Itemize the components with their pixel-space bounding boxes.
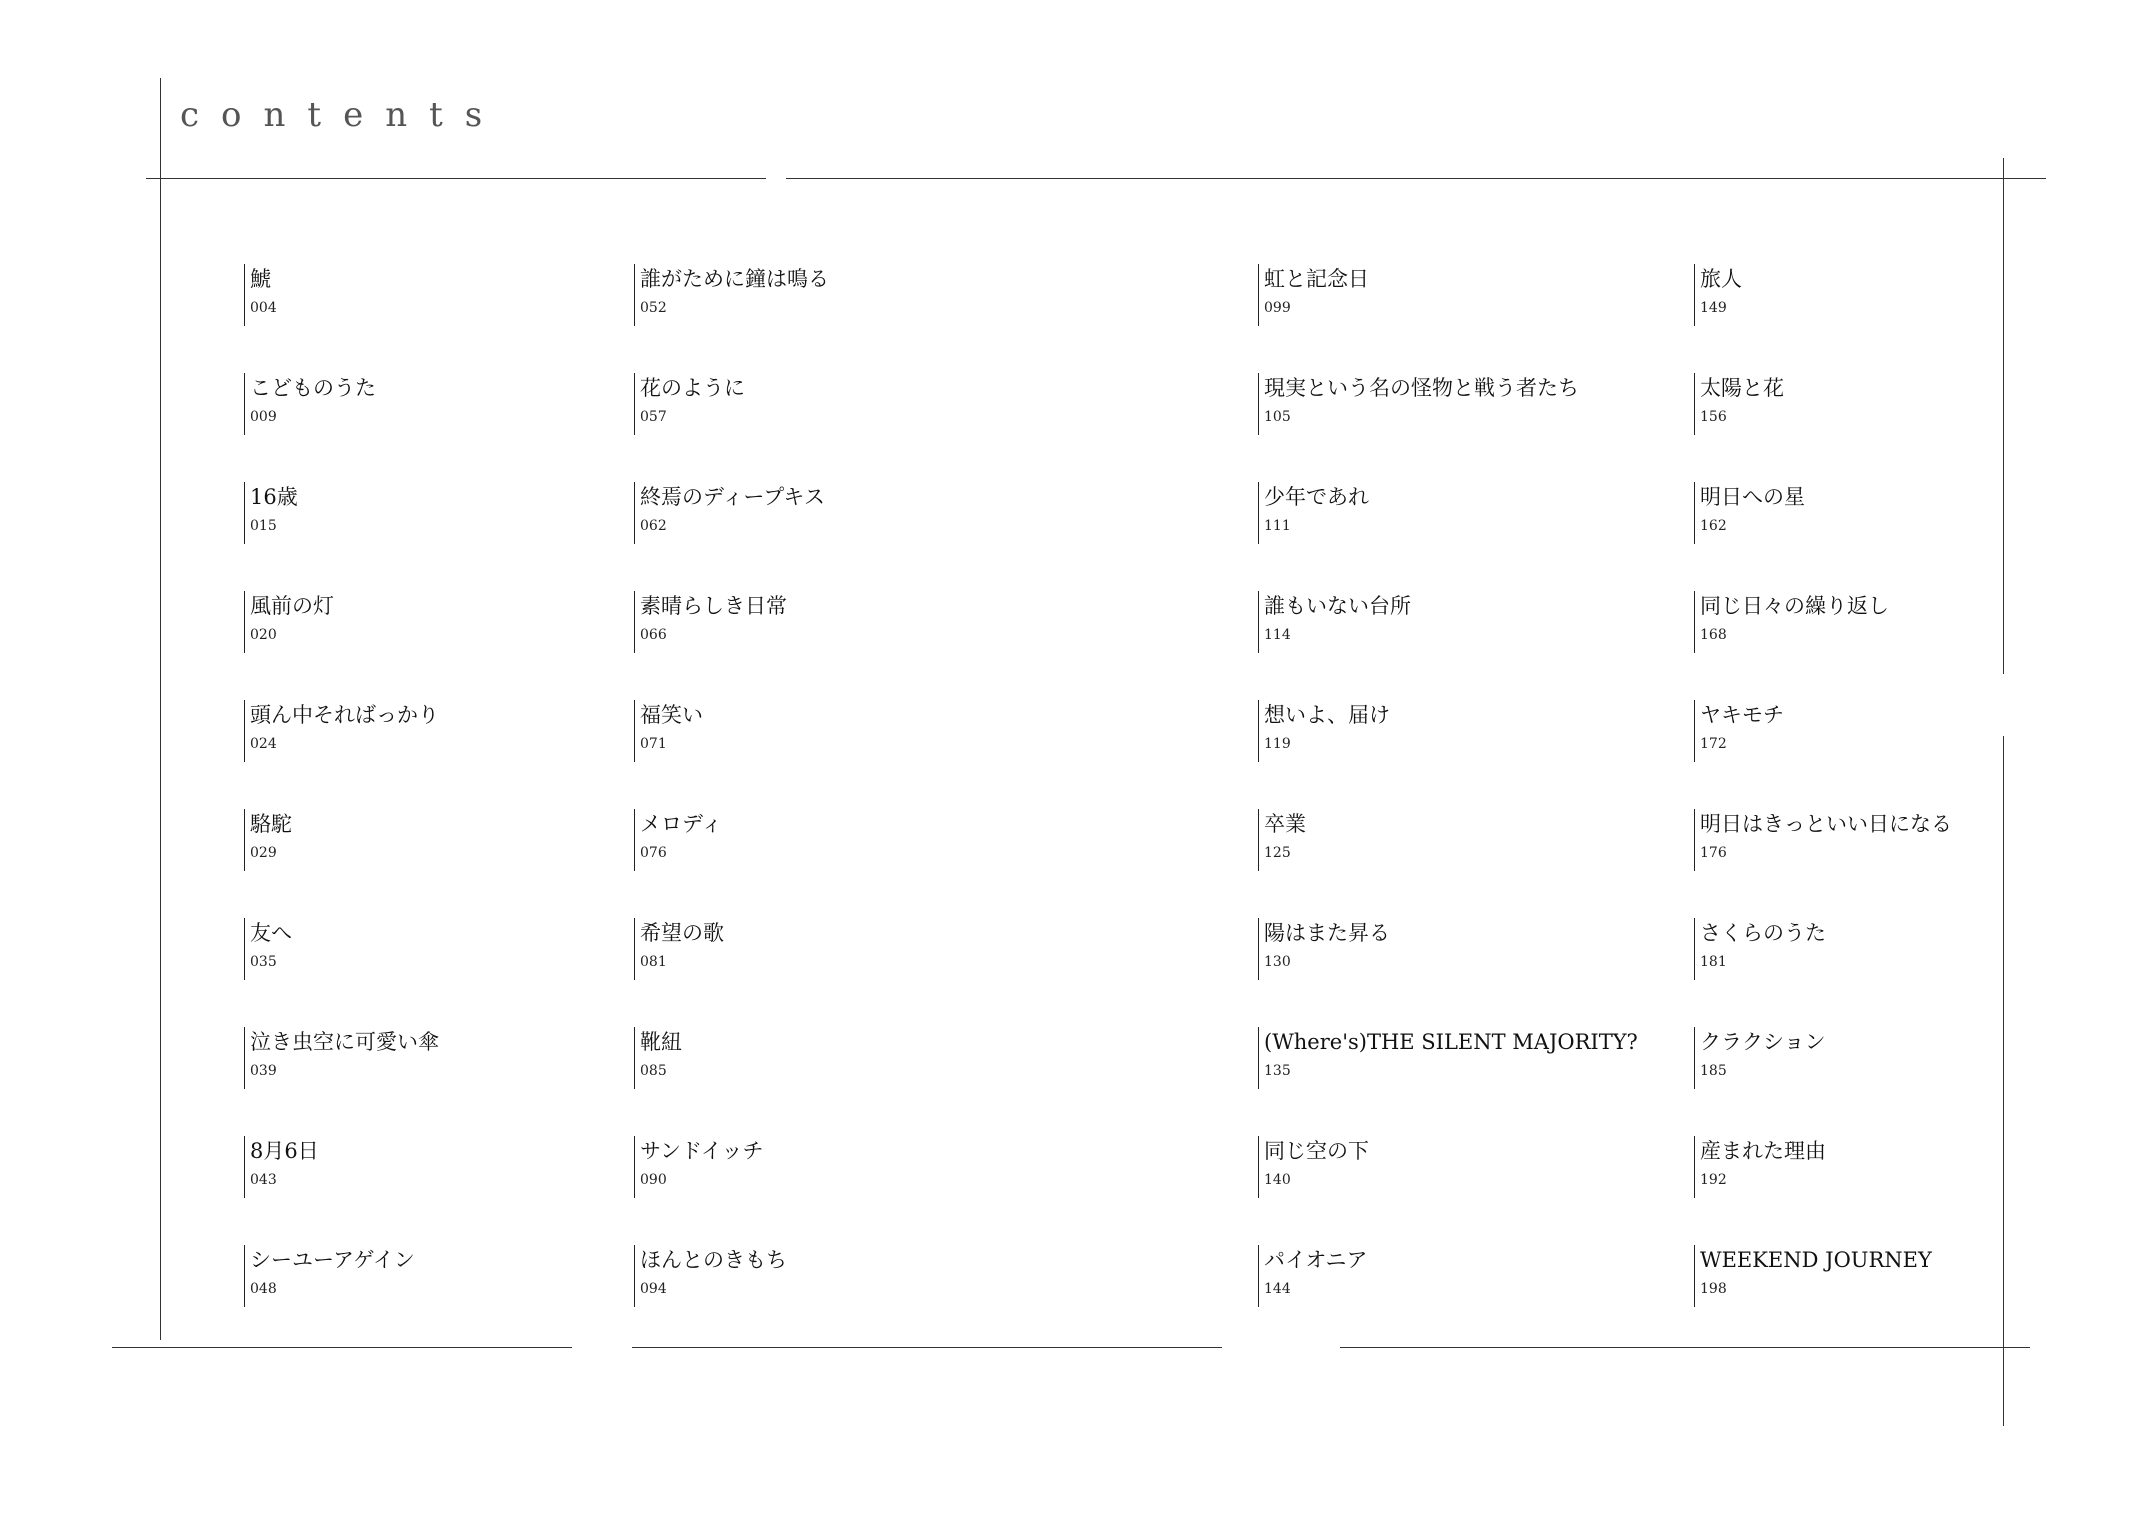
toc-entry-title: さくらのうた bbox=[1700, 921, 1826, 945]
toc-entry[interactable] bbox=[244, 264, 277, 326]
toc-entry-page-number: 081 bbox=[640, 954, 667, 970]
toc-entry-title: メロディ bbox=[640, 812, 723, 836]
toc-entry-page-number: 181 bbox=[1700, 954, 1727, 970]
toc-entry[interactable] bbox=[634, 918, 724, 980]
toc-entry-page-number: 119 bbox=[1264, 736, 1291, 752]
toc-entry-title: 産まれた理由 bbox=[1700, 1139, 1826, 1163]
toc-entry[interactable] bbox=[1694, 482, 1805, 544]
toc-entry-title: 終焉のディープキス bbox=[640, 485, 826, 509]
toc-entry[interactable] bbox=[1258, 591, 1411, 653]
toc-entry-page-number: 052 bbox=[640, 300, 667, 316]
toc-entry-title: 風前の灯 bbox=[250, 594, 334, 618]
toc-entry-title: 虹と記念日 bbox=[1264, 267, 1369, 291]
toc-entry[interactable] bbox=[634, 264, 829, 326]
toc-entry-page-number: 048 bbox=[250, 1281, 277, 1297]
toc-entry[interactable] bbox=[1694, 700, 1784, 762]
toc-entry-page-number: 071 bbox=[640, 736, 667, 752]
toc-entry-title: 卒業 bbox=[1264, 812, 1306, 836]
toc-entry[interactable] bbox=[634, 1136, 763, 1198]
toc-entry-title: 同じ日々の繰り返し bbox=[1700, 594, 1889, 618]
toc-entry[interactable] bbox=[1694, 591, 1889, 653]
toc-entry-page-number: 015 bbox=[250, 518, 277, 534]
toc-entry[interactable] bbox=[634, 700, 703, 762]
toc-entry-page-number: 144 bbox=[1264, 1281, 1291, 1297]
frame-right-rule-upper bbox=[2003, 158, 2004, 674]
toc-entry[interactable] bbox=[1258, 700, 1390, 762]
toc-entry[interactable] bbox=[634, 1245, 787, 1307]
toc-entry[interactable] bbox=[1694, 264, 1742, 326]
toc-entry[interactable] bbox=[244, 482, 298, 544]
toc-entry-title: 同じ空の下 bbox=[1264, 1139, 1369, 1163]
toc-entry-title: 誰がために鐘は鳴る bbox=[640, 267, 829, 291]
toc-entry-title: パイオニア bbox=[1264, 1248, 1368, 1272]
toc-entry-page-number: 099 bbox=[1264, 300, 1291, 316]
toc-entry-page-number: 140 bbox=[1264, 1172, 1291, 1188]
toc-entry-page-number: 135 bbox=[1264, 1063, 1291, 1079]
frame-right-rule-lower bbox=[2003, 736, 2004, 1426]
toc-entry-title: 明日への星 bbox=[1700, 485, 1805, 509]
toc-entry-page-number: 009 bbox=[250, 409, 277, 425]
frame-left-rule bbox=[160, 78, 161, 1340]
toc-entry-page-number: 039 bbox=[250, 1063, 277, 1079]
toc-entry-page-number: 125 bbox=[1264, 845, 1291, 861]
toc-entry[interactable] bbox=[1258, 918, 1390, 980]
toc-entry-title: 頭ん中そればっかり bbox=[250, 703, 439, 727]
toc-entry-page-number: 130 bbox=[1264, 954, 1291, 970]
toc-entry[interactable] bbox=[1258, 373, 1579, 435]
frame-bottom-rule-3 bbox=[1340, 1347, 2030, 1348]
toc-entry-page-number: 168 bbox=[1700, 627, 1727, 643]
toc-entry-title: 想いよ、届け bbox=[1264, 703, 1390, 727]
toc-entry[interactable] bbox=[1258, 1245, 1368, 1307]
toc-entry-title: 8月6日 bbox=[250, 1139, 319, 1163]
toc-entry-title: 現実という名の怪物と戦う者たち bbox=[1264, 376, 1579, 400]
toc-entry[interactable] bbox=[634, 809, 722, 871]
toc-entry-title: クラクション bbox=[1700, 1030, 1826, 1054]
toc-entry-page-number: 066 bbox=[640, 627, 667, 643]
toc-entry[interactable] bbox=[1258, 809, 1306, 871]
toc-entry-title: 16歳 bbox=[250, 485, 298, 509]
toc-entry-page-number: 085 bbox=[640, 1063, 667, 1079]
toc-entry[interactable] bbox=[1694, 373, 1784, 435]
frame-top-rule-right bbox=[786, 178, 2046, 179]
toc-entry-title: 素晴らしき日常 bbox=[640, 594, 787, 618]
toc-entry-title: 花のように bbox=[640, 376, 745, 400]
toc-entry[interactable] bbox=[244, 373, 376, 435]
toc-entry-title: 友へ bbox=[250, 921, 292, 945]
toc-entry[interactable] bbox=[1694, 809, 1952, 871]
frame-bottom-rule-1 bbox=[112, 1347, 572, 1348]
toc-entry[interactable] bbox=[244, 1136, 319, 1198]
toc-entry-page-number: 057 bbox=[640, 409, 667, 425]
toc-entry-page-number: 105 bbox=[1264, 409, 1291, 425]
toc-entry-page-number: 149 bbox=[1700, 300, 1727, 316]
toc-entry-title: ほんとのきもち bbox=[640, 1248, 787, 1272]
toc-entry-title: こどものうた bbox=[250, 376, 376, 400]
toc-entry-page-number: 094 bbox=[640, 1281, 667, 1297]
toc-entry-page-number: 111 bbox=[1264, 518, 1291, 534]
toc-entry-page-number: 090 bbox=[640, 1172, 667, 1188]
toc-entry-page-number: 035 bbox=[250, 954, 277, 970]
toc-entry-page-number: 176 bbox=[1700, 845, 1727, 861]
toc-entry-title: サンドイッチ bbox=[640, 1139, 764, 1163]
toc-entry-title: 明日はきっといい日になる bbox=[1700, 812, 1952, 836]
toc-entry[interactable] bbox=[244, 1027, 439, 1089]
toc-entry-page-number: 198 bbox=[1700, 1281, 1727, 1297]
toc-entry-page-number: 192 bbox=[1700, 1172, 1727, 1188]
toc-entry-title: ヤキモチ bbox=[1700, 703, 1784, 727]
toc-entry[interactable] bbox=[244, 918, 292, 980]
toc-entry[interactable] bbox=[244, 591, 334, 653]
toc-entry-page-number: 024 bbox=[250, 736, 277, 752]
toc-entry[interactable] bbox=[1694, 1245, 1932, 1307]
toc-entry-page-number: 172 bbox=[1700, 736, 1727, 752]
toc-entry[interactable] bbox=[244, 700, 439, 762]
toc-entry[interactable] bbox=[1694, 918, 1826, 980]
toc-entry[interactable] bbox=[1258, 1136, 1369, 1198]
toc-entry[interactable] bbox=[634, 1027, 682, 1089]
toc-entry[interactable] bbox=[1694, 1027, 1826, 1089]
toc-entry-page-number: 162 bbox=[1700, 518, 1727, 534]
toc-entry-title: 鯱 bbox=[250, 267, 271, 291]
toc-entry-page-number: 062 bbox=[640, 518, 667, 534]
toc-entry[interactable] bbox=[634, 482, 825, 544]
toc-entry-page-number: 043 bbox=[250, 1172, 277, 1188]
toc-entry[interactable] bbox=[1694, 1136, 1826, 1198]
toc-entry-page-number: 114 bbox=[1264, 627, 1291, 643]
toc-entry-title: シーユーアゲイン bbox=[250, 1248, 415, 1272]
toc-entry-page-number: 020 bbox=[250, 627, 277, 643]
toc-entry-page-number: 076 bbox=[640, 845, 667, 861]
toc-entry-title: 陽はまた昇る bbox=[1264, 921, 1390, 945]
toc-entry[interactable] bbox=[1258, 482, 1369, 544]
toc-entry[interactable] bbox=[1258, 1027, 1638, 1089]
toc-entry[interactable] bbox=[244, 809, 292, 871]
toc-entry-page-number: 156 bbox=[1700, 409, 1727, 425]
toc-entry-page-number: 185 bbox=[1700, 1063, 1727, 1079]
toc-entry-title: 誰もいない台所 bbox=[1264, 594, 1411, 618]
toc-entry-title: 駱駝 bbox=[250, 812, 292, 836]
page-title: contents bbox=[180, 95, 505, 135]
toc-entry-page-number: 004 bbox=[250, 300, 277, 316]
toc-entry-title: 太陽と花 bbox=[1700, 376, 1784, 400]
toc-entry[interactable] bbox=[634, 591, 787, 653]
toc-entry-title: WEEKEND JOURNEY bbox=[1700, 1248, 1932, 1272]
frame-top-rule-left bbox=[146, 178, 766, 179]
toc-entry-page-number: 029 bbox=[250, 845, 277, 861]
toc-entry-title: (Where's)THE SILENT MAJORITY? bbox=[1264, 1030, 1638, 1054]
toc-entry-title: 福笑い bbox=[640, 703, 703, 727]
frame-bottom-rule-2 bbox=[632, 1347, 1222, 1348]
toc-entry[interactable] bbox=[1258, 264, 1369, 326]
toc-entry-title: 少年であれ bbox=[1264, 485, 1369, 509]
toc-entry-title: 希望の歌 bbox=[640, 921, 724, 945]
toc-entry-title: 旅人 bbox=[1700, 267, 1742, 291]
toc-entry[interactable] bbox=[634, 373, 745, 435]
toc-entry[interactable] bbox=[244, 1245, 415, 1307]
toc-entry-title: 泣き虫空に可愛い傘 bbox=[250, 1030, 439, 1054]
toc-entry-title: 靴紐 bbox=[640, 1030, 682, 1054]
